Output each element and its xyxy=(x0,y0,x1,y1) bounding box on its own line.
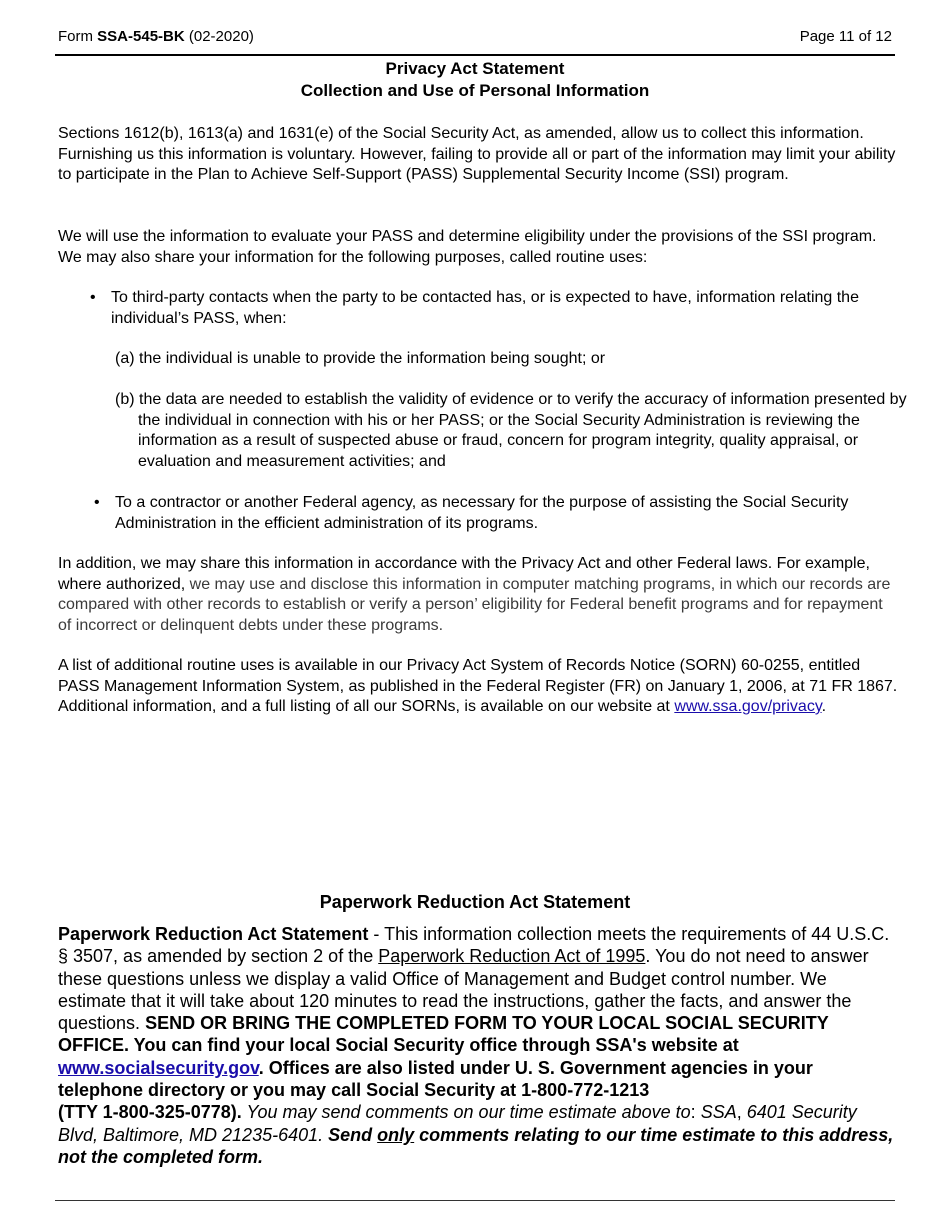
comma: , xyxy=(736,1102,747,1123)
sharing-text-matching: we may use and disclose this information in computer matching programs, in which our records are compared with other records to establish or verify a person’ eligibility for Federal benefit programs and for repayment of incorrect or delinquent debts under these programs. xyxy=(58,575,891,634)
form-identifier xyxy=(58,28,254,46)
paperwork-text-2: . You do not need to answer these questions unless we display a valid Office of Management and Budget control number. We estimate that it will take about 120 minutes to read the instructions, gather the facts, and answer the questions. xyxy=(58,946,869,1034)
page-number: Page 11 of 12 xyxy=(799,28,892,45)
paperwork-title: Paperwork Reduction Act Statement xyxy=(319,892,631,912)
form-prefix: Form xyxy=(58,28,98,45)
paperwork-paragraph xyxy=(58,923,898,1168)
ssa-name: SSA xyxy=(700,1102,737,1123)
sorn-period: . xyxy=(821,698,827,715)
privacy-link[interactable]: www.ssa.gov/privacy xyxy=(674,698,822,715)
routine-use-item xyxy=(90,288,895,329)
privacy-subtitle: Collection and Use of Personal Information xyxy=(300,81,650,100)
sub-item-b: (b) the data are needed to establish the validity of evidence or to verify the accuracy of information presented by the individual in connection with his or her PASS; or the Social Security Administration is reviewing the information as a result of suspected abuse or fraud, concern for program integrity, quality appraisal, or evaluation and measurement activities; and xyxy=(115,391,907,470)
footer-divider xyxy=(55,1200,895,1201)
privacy-title: Privacy Act Statement xyxy=(385,59,565,78)
sub-item-a: (a) the individual is unable to provide the information being sought; or xyxy=(115,350,606,367)
privacy-paragraph-sorn xyxy=(58,656,898,718)
comments-intro: You may send comments on our time estimate above to xyxy=(241,1102,691,1123)
paperwork-lead: Paperwork Reduction Act Statement xyxy=(58,924,369,944)
only-word: only xyxy=(377,1124,415,1145)
office-listing-text: . Offices are also listed under U. S. Government agencies in your telephone directory or you may call Social Security at 1-800-772-1213 xyxy=(58,1057,813,1101)
bullet-glyph: • xyxy=(90,289,96,306)
send-only-prefix: Send xyxy=(323,1124,378,1145)
routine-use-third-party: To third-party contacts when the party to be contacted has, or is expected to have, information relating the individual’s PASS, when: xyxy=(111,289,859,327)
send-instruction: SEND OR BRING THE COMPLETED FORM TO YOUR LOCAL SOCIAL SECURITY OFFICE. You can find your local Social Security office through SSA's website at xyxy=(58,1013,829,1056)
header-divider xyxy=(55,54,895,56)
send-only-suffix: comments relating to our time estimate to this address, not the completed form. xyxy=(58,1124,894,1167)
tty-number: (TTY 1-800-325-0778). xyxy=(58,1102,242,1123)
privacy-paragraph-purpose: We will use the information to evaluate your PASS and determine eligibility under the provisions of the SSI program. We may also share your information for the following purposes, called routine uses: xyxy=(58,228,877,266)
act-name: Paperwork Reduction Act of 1995 xyxy=(378,946,646,967)
form-number: SSA-545-BK xyxy=(97,28,185,45)
sharing-text-start: In addition, we may share this information in accordance with the Privacy Act and other Federal laws. For example, where authorized, xyxy=(58,555,870,593)
socialsecurity-link[interactable]: www.socialsecurity.gov xyxy=(58,1057,259,1078)
paperwork-text-1: - This information collection meets the requirements of 44 U.S.C. § 3507, as amended by section 2 of the xyxy=(58,924,890,967)
form-date: (02-2020) xyxy=(184,28,254,45)
routine-use-item xyxy=(94,493,884,534)
privacy-paragraph-sharing xyxy=(58,554,898,636)
bullet-glyph: • xyxy=(94,494,100,511)
ssa-address: 6401 Security Blvd, Baltimore, MD 21235-6401. xyxy=(58,1102,857,1145)
routine-use-contractor: To a contractor or another Federal agency, as necessary for the purpose of assisting the Social Security Administration in the efficient administration of its programs. xyxy=(115,494,849,532)
routine-use-text xyxy=(90,288,895,329)
sorn-text: A list of additional routine uses is available in our Privacy Act System of Records Notice (SORN) 60-0255, entitled PASS Management Information System, as published in the Federal Register (FR) on January 1, 2006, at 71 FR 1867. Additional information, and a full listing of all our SORNs, is available on our website at xyxy=(58,657,898,715)
colon: : xyxy=(690,1102,701,1123)
privacy-paragraph-authority: Sections 1612(b), 1613(a) and 1631(e) of the Social Security Act, as amended, allow us to collect this information. Furnishing us this information is voluntary. However, failing to provide all or part of the information may limit your ability to participate in the Plan to Achieve Self-Support (PASS) Supplemental Security Income (SSI) program. xyxy=(58,125,896,183)
